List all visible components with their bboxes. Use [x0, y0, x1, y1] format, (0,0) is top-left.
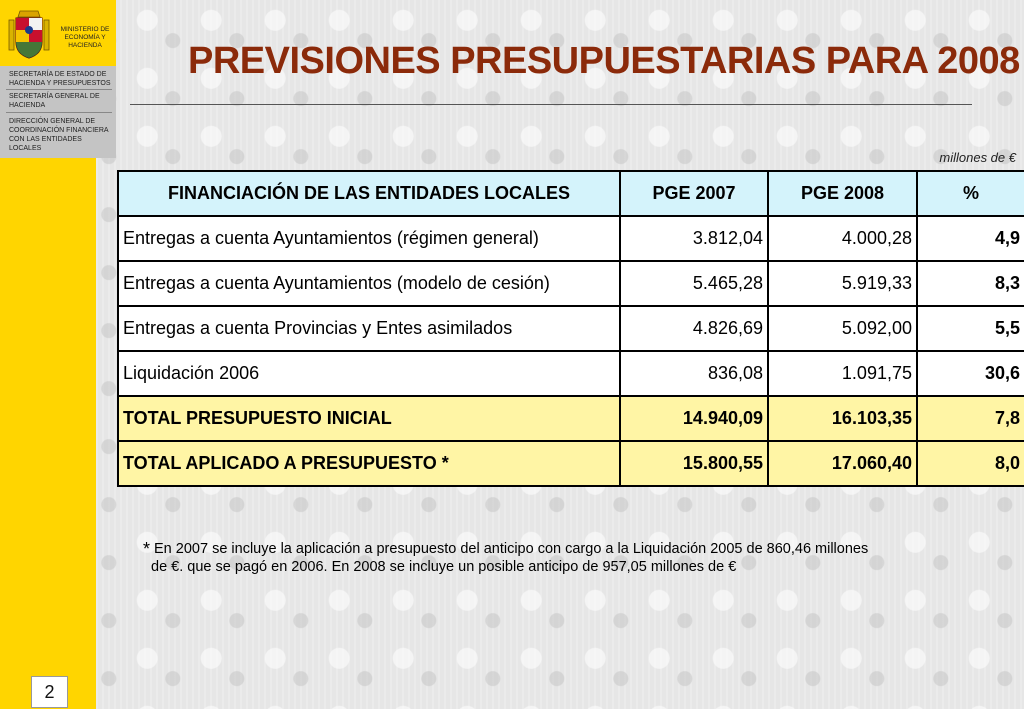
total-pge-2008: 16.103,35: [768, 396, 917, 441]
total-concept: TOTAL APLICADO A PRESUPUESTO *: [118, 441, 620, 486]
sidebar-unit-secretaria-general: SECRETARÍA GENERAL DE HACIENDA: [9, 93, 100, 109]
table-row: [118, 351, 1024, 396]
footnote-line-1: En 2007 se incluye la aplicación a presupuesto del anticipo con cargo a la Liquidación 2005 de 860,46 millones: [154, 541, 869, 557]
sidebar-unit-secretaria-estado: SECRETARÍA DE ESTADO DE HACIENDA Y PRESUPUESTOS: [9, 71, 111, 87]
row-percent: 30,6: [917, 351, 1024, 396]
total-pge-2007: 14.940,09: [620, 396, 768, 441]
total-percent: 8,0: [917, 441, 1024, 486]
total-pge-2008: 17.060,40: [768, 441, 917, 486]
sidebar-divider: [6, 89, 112, 90]
page-number: 2: [31, 676, 68, 708]
row-pge-2007: 5.465,28: [620, 261, 768, 306]
row-pge-2008: 5.919,33: [768, 261, 917, 306]
table-row: [118, 216, 1024, 261]
row-pge-2007: 836,08: [620, 351, 768, 396]
row-percent: 4,9: [917, 216, 1024, 261]
row-pge-2007: 3.812,04: [620, 216, 768, 261]
table-header-row: [118, 171, 1024, 216]
budget-table: [117, 170, 1024, 487]
units-label: millones de €: [939, 150, 1016, 165]
row-percent: 8,3: [917, 261, 1024, 306]
table-row: [118, 261, 1024, 306]
footnote-star: *: [143, 539, 151, 559]
row-pge-2008: 4.000,28: [768, 216, 917, 261]
title-divider: [130, 104, 972, 105]
sidebar-divider: [6, 112, 112, 113]
coat-of-arms-icon: [6, 8, 52, 60]
row-concept: Entregas a cuenta Provincias y Entes asimilados: [118, 306, 620, 351]
table-row: [118, 306, 1024, 351]
row-percent: 5,5: [917, 306, 1024, 351]
footnote-line-2: de €. que se pagó en 2006. En 2008 se incluye un posible anticipo de 957,05 millones de €: [151, 559, 737, 575]
row-pge-2008: 1.091,75: [768, 351, 917, 396]
sidebar: [0, 0, 116, 709]
table-total-row: [118, 396, 1024, 441]
header-pge-2008: PGE 2008: [768, 171, 917, 216]
page-title: PREVISIONES PRESUPUESTARIAS PARA 2008: [188, 40, 1020, 82]
row-pge-2007: 4.826,69: [620, 306, 768, 351]
row-concept: Entregas a cuenta Ayuntamientos (modelo de cesión): [118, 261, 620, 306]
header-pge-2007: PGE 2007: [620, 171, 768, 216]
sidebar-unit-direccion-general: DIRECCIÓN GENERAL DE COORDINACIÓN FINANCIERA CON LAS ENTIDADES LOCALES: [9, 118, 109, 152]
ministry-label: MINISTERIO DE ECONOMÍA Y HACIENDA: [60, 26, 110, 49]
row-pge-2008: 5.092,00: [768, 306, 917, 351]
row-concept: Liquidación 2006: [118, 351, 620, 396]
table-total-row: [118, 441, 1024, 486]
footnote: [143, 540, 943, 576]
row-concept: Entregas a cuenta Ayuntamientos (régimen general): [118, 216, 620, 261]
total-pge-2007: 15.800,55: [620, 441, 768, 486]
header-concept: FINANCIACIÓN DE LAS ENTIDADES LOCALES: [118, 171, 620, 216]
total-concept: TOTAL PRESUPUESTO INICIAL: [118, 396, 620, 441]
header-percent: %: [917, 171, 1024, 216]
sidebar-band: [0, 158, 96, 709]
total-percent: 7,8: [917, 396, 1024, 441]
